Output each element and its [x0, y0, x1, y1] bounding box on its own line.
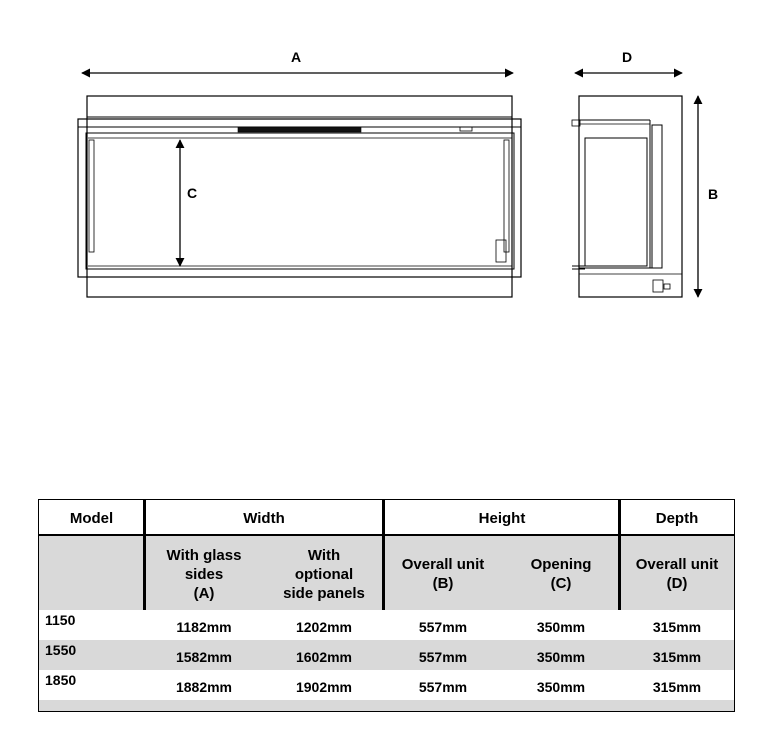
subheader-overall-unit-d-line1: Overall unit [635, 556, 719, 573]
depth-overall-cell: 315mm [652, 679, 702, 695]
height-opening-cell: 350mm [536, 649, 586, 665]
subheader-glass-sides-line3: (A) [193, 584, 215, 602]
subheader-side-panels [264, 540, 384, 608]
model-cell: 1150 [45, 612, 76, 628]
width-panels-cell: 1902mm [295, 679, 353, 695]
width-glass-cell: 1182mm [176, 619, 232, 635]
subheader-opening-c-line1: Opening [530, 556, 592, 573]
dimension-a-label: A [290, 49, 302, 65]
dimension-drawing [0, 0, 774, 330]
front-view [78, 96, 521, 297]
model-cell: 1850 [45, 672, 77, 688]
dimension-c-label: C [186, 185, 198, 201]
subheader-overall-unit-d-line2: (D) [666, 575, 688, 592]
subheader-glass-sides-line2: sides [184, 565, 224, 583]
subheader-glass-sides [144, 540, 264, 608]
table-row [39, 670, 734, 700]
column-divider [618, 500, 621, 610]
table-row [39, 610, 734, 640]
subheader-overall-unit-b-line1: Overall unit [401, 556, 485, 573]
subheader-side-panels-line1: With [307, 546, 341, 564]
width-glass-cell: 1582mm [175, 649, 233, 665]
height-overall-cell: 557mm [418, 619, 468, 635]
model-cell: 1550 [45, 642, 77, 658]
depth-overall-cell: 315mm [652, 649, 702, 665]
header-width: Width [243, 509, 285, 527]
subheader-glass-sides-line1: With glass [166, 546, 242, 564]
dimension-d-label: D [621, 49, 633, 65]
header-model: Model [69, 509, 114, 527]
width-panels-cell: 1202mm [295, 619, 353, 635]
subheader-opening-c-line2: (C) [550, 575, 572, 592]
table-footer-band [39, 700, 734, 711]
subheader-overall-unit-b-line2: (B) [432, 575, 454, 592]
table-row [39, 640, 734, 670]
subheader-side-panels-line3: side panels [283, 584, 365, 602]
subheader-overall-unit-d [620, 540, 734, 608]
side-view [572, 96, 682, 297]
width-glass-cell: 1882mm [175, 679, 233, 695]
height-opening-cell: 350mm [536, 619, 586, 635]
depth-overall-cell: 315mm [652, 619, 702, 635]
height-opening-cell: 350mm [536, 679, 586, 695]
height-overall-cell: 557mm [418, 649, 468, 665]
height-overall-cell: 557mm [418, 679, 468, 695]
dimension-b-label: B [707, 186, 719, 202]
subheader-opening-c [502, 540, 620, 608]
column-divider [143, 500, 146, 610]
column-divider [382, 500, 385, 610]
subheader-overall-unit-b [384, 540, 502, 608]
width-panels-cell: 1602mm [295, 649, 353, 665]
dimensions-table [38, 499, 735, 712]
header-height: Height [478, 509, 526, 527]
subheader-side-panels-line2: optional [294, 565, 354, 583]
header-depth: Depth [655, 509, 699, 527]
